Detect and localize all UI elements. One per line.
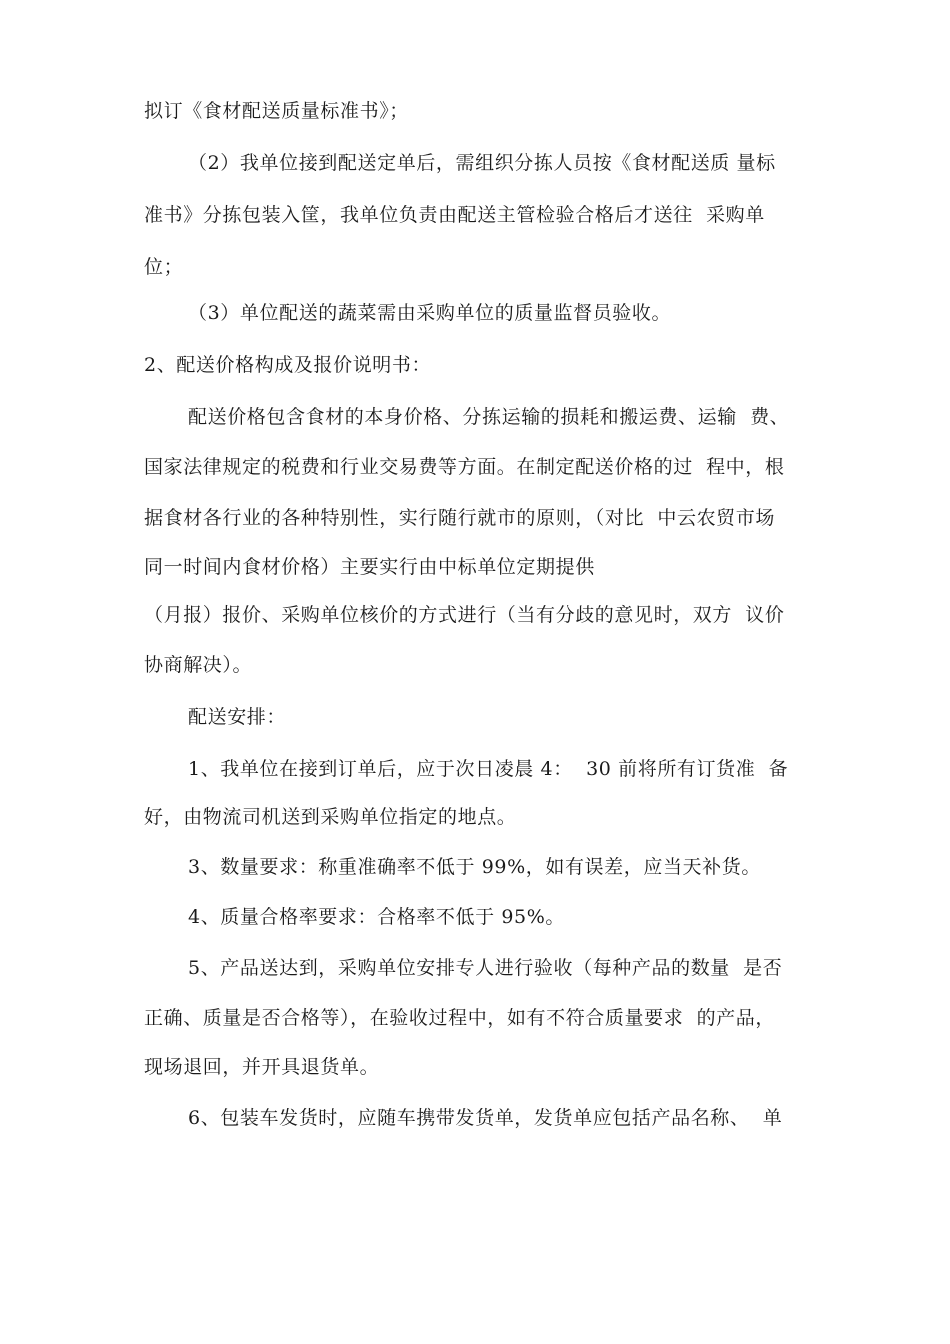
- text-line: 配送价格包含食材的本身价格、分拣运输的损耗和搬运费、运输 费、: [188, 406, 790, 428]
- text-line: 1、我单位在接到订单后，应于次日凌晨 4： 30 前将所有订货准 备: [188, 758, 789, 780]
- section-heading: 2、配送价格构成及报价说明书：: [144, 354, 432, 376]
- text-line: 现场退回，并开具退货单。: [144, 1056, 380, 1078]
- text-line: 据食材各行业的各种特别性，实行随行就市的原则，（对比 中云农贸市场: [144, 507, 775, 529]
- text-line: （2）我单位接到配送定单后，需组织分拣人员按《食材配送质 量标: [188, 152, 776, 174]
- text-line: 准书》分拣包装入筐，我单位负责由配送主管检验合格后才送往 采购单: [144, 204, 765, 226]
- text-line: 国家法律规定的税费和行业交易费等方面。在制定配送价格的过 程中，根: [144, 456, 785, 478]
- text-line: 正确、质量是否合格等），在验收过程中，如有不符合质量要求 的产品，: [144, 1007, 775, 1029]
- text-line: 协商解决）。: [144, 654, 253, 676]
- section-heading: 配送安排：: [188, 706, 287, 728]
- text-line: （3）单位配送的蔬菜需由采购单位的质量监督员验收。: [188, 302, 672, 324]
- text-line: 同一时间内食材价格）主要实行由中标单位定期提供: [144, 556, 595, 578]
- text-line: （月报）报价、采购单位核价的方式进行（当有分歧的意见时，双方 议价: [144, 604, 785, 626]
- text-line: 4、质量合格率要求：合格率不低于 95%。: [188, 906, 565, 928]
- text-line: 6、包装车发货时，应随车携带发货单，发货单应包括产品名称、 单: [188, 1107, 783, 1129]
- text-line: 好，由物流司机送到采购单位指定的地点。: [144, 806, 517, 828]
- text-line: 3、数量要求：称重准确率不低于 99%，如有误差，应当天补货。: [188, 856, 761, 878]
- text-line: 拟订《食材配送质量标准书》；: [144, 100, 409, 122]
- text-line: 5、产品送达到，采购单位安排专人进行验收（每种产品的数量 是否: [188, 957, 783, 979]
- text-line: 位；: [144, 256, 184, 278]
